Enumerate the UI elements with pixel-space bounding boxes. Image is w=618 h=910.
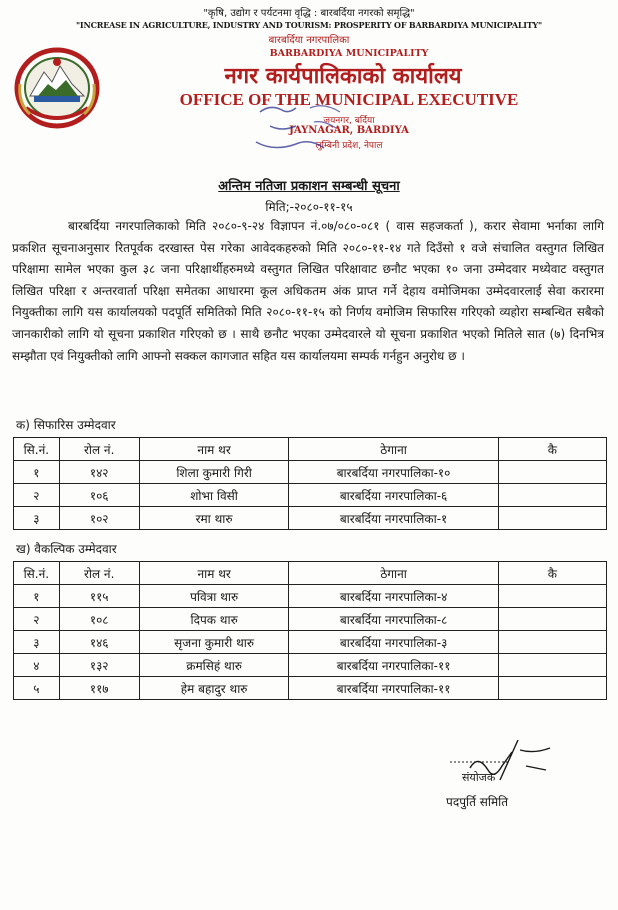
cell-roll: १३२ [59, 654, 139, 677]
cell-serial: ५ [14, 677, 60, 700]
cell-roll: ११५ [59, 585, 139, 608]
table-row [14, 507, 607, 530]
table-row [14, 631, 607, 654]
col-address-header: ठेगाना [289, 438, 498, 461]
table-row [14, 654, 607, 677]
alternate-candidates-table [13, 561, 607, 700]
table-header-row [14, 438, 607, 461]
motto-english: "INCREASE IN AGRICULTURE, INDUSTRY AND TOURISM: PROSPERITY OF BARBARDIYA MUNICIPALITY" [75, 20, 543, 30]
col-remarks-header: कै [498, 562, 606, 585]
cell-remarks [498, 507, 606, 530]
cell-address: बारबर्दिया नगरपालिका-१० [289, 461, 498, 484]
cell-name: रमा थारु [139, 507, 289, 530]
col-name-header: नाम थर [139, 562, 289, 585]
cell-serial: ३ [14, 507, 60, 530]
cell-roll: १०६ [59, 484, 139, 507]
notice-title: अन्तिम नतिजा प्रकाशन सम्बन्धी सूचना [218, 179, 400, 194]
cell-address: बारबर्दिया नगरपालिका-३ [289, 631, 498, 654]
notice-body: बारबर्दिया नगरपालिकाको मिति २०८०-९-२४ विज्ञापन नं.०७/०८०-०८१ ( वास सहजकर्ता ), करार सेवामा भर्नाका लागि प्रकशित सूचनाअनुसार रितपूर्वक दरखास्त पेस गरेका आवेदकहरुको मिति २०८०-११-१४ गते दिउँसो १ वजे संचालित वस्तुगत लिखित परिक्षामा सामेल भएका कुल ३८ जना परिक्षार्थीहरुमध्ये वस्तुगत लिखित परिक्षावाट छनौट भएका १० जना उम्मेदवार मध्येवाट वस्तुगत लिखित परिक्षा र अन्तरवार्ता परिक्षा समेतका आधारमा कूल अधिकतम अंक प्राप्त गर्ने देहाय वमोजिमका उम्मेदवारलाई सेवा करारमा नियुक्तीका लागि यस कार्यालयको पदपूर्ति समितिको मिति २०८०-११-१५ को निर्णय वमोजिम सिफारिस गरिएको व्यहोरा सम्बन्धित सबैको जानकारीको लागि यो सूचना प्रकाशित गरिएको छ । साथै छनौट भएका उम्मेदवारले यो सूचना प्रकाशित भएको मितिले सात (७) दिनभित्र सम्झौता एवं नियुक्तीको लागि आफ्नो सक्कल कागजात सहित यस कार्यालयमा सम्पर्क गर्नहुन अनुरोध छ । [12, 219, 604, 363]
col-remarks-header: कै [498, 438, 606, 461]
col-name-header: नाम थर [139, 438, 289, 461]
cell-remarks [498, 585, 606, 608]
col-serial-header: सि.नं. [14, 438, 60, 461]
province-nepali: लुम्बिनी प्रदेश, नेपाल [315, 141, 383, 151]
cell-serial: २ [14, 484, 60, 507]
cell-remarks [498, 608, 606, 631]
table-row [14, 608, 607, 631]
cell-name: दिपक थारु [139, 608, 289, 631]
notice-date: मिति;-२०८०-११-१५ [265, 200, 353, 214]
col-address-header: ठेगाना [289, 562, 498, 585]
cell-roll: १४६ [59, 631, 139, 654]
cell-serial: ३ [14, 631, 60, 654]
office-name-english: OFFICE OF THE MUNICIPAL EXECUTIVE [179, 90, 519, 109]
office-name-nepali: नगर कार्यपालिकाको कार्यालय [224, 64, 462, 89]
cell-remarks [498, 484, 606, 507]
cell-address: बारबर्दिया नगरपालिका-६ [289, 484, 498, 507]
cell-roll: १०२ [59, 507, 139, 530]
municipality-name-nepali: बारबर्दिया नगरपालिका [268, 35, 350, 46]
col-serial-header: सि.नं. [14, 562, 60, 585]
cell-serial: १ [14, 585, 60, 608]
cell-roll: १०८ [59, 608, 139, 631]
cell-remarks [498, 631, 606, 654]
cell-remarks [498, 654, 606, 677]
cell-serial: १ [14, 461, 60, 484]
municipality-name-english: BARBARDIYA MUNICIPALITY [269, 48, 429, 59]
cell-address: बारबर्दिया नगरपालिका-४ [289, 585, 498, 608]
cell-serial: २ [14, 608, 60, 631]
cell-address: बारबर्दिया नगरपालिका-११ [289, 654, 498, 677]
cell-name: शिला कुमारी गिरी [139, 461, 289, 484]
office-stamp-icon [240, 92, 370, 162]
cell-name: क्रमसिहं थारु [139, 654, 289, 677]
section-recommended-label: क) सिफारिस उम्मेदवार [16, 418, 116, 432]
cell-remarks [498, 461, 606, 484]
cell-address: बारबर्दिया नगरपालिका-११ [289, 677, 498, 700]
cell-serial: ४ [14, 654, 60, 677]
table-row [14, 585, 607, 608]
cell-name: शोभा विसी [139, 484, 289, 507]
nepal-emblem-icon [8, 44, 106, 130]
cell-roll: १४२ [59, 461, 139, 484]
section-alternate-label: ख) वैकल्पिक उम्मेदवार [16, 542, 117, 556]
table-row [14, 484, 607, 507]
col-roll-header: रोल नं. [59, 438, 139, 461]
table-header-row [14, 562, 607, 585]
recommended-candidates-table [13, 437, 607, 530]
table-row [14, 677, 607, 700]
cell-address: बारबर्दिया नगरपालिका-१ [289, 507, 498, 530]
cell-name: पवित्रा थारु [139, 585, 289, 608]
address-english: JAYNAGAR, BARDIYA [289, 125, 409, 136]
cell-address: बारबर्दिया नगरपालिका-८ [289, 608, 498, 631]
col-roll-header: रोल नं. [59, 562, 139, 585]
motto-nepali: "कृषि, उद्योग र पर्यटनमा वृद्धि : बारबर्दिया नगरको समृद्धि" [203, 8, 415, 19]
address-nepali: जयनगर, बर्दिया [323, 116, 375, 126]
cell-name: हेम बहादुर थारु [139, 677, 289, 700]
signature-committee: पदपुर्ति समिति [446, 795, 509, 809]
cell-remarks [498, 677, 606, 700]
table-row [14, 461, 607, 484]
cell-name: सृजना कुमारी थारु [139, 631, 289, 654]
signature-title: संयोजक [462, 771, 496, 784]
cell-roll: ११७ [59, 677, 139, 700]
